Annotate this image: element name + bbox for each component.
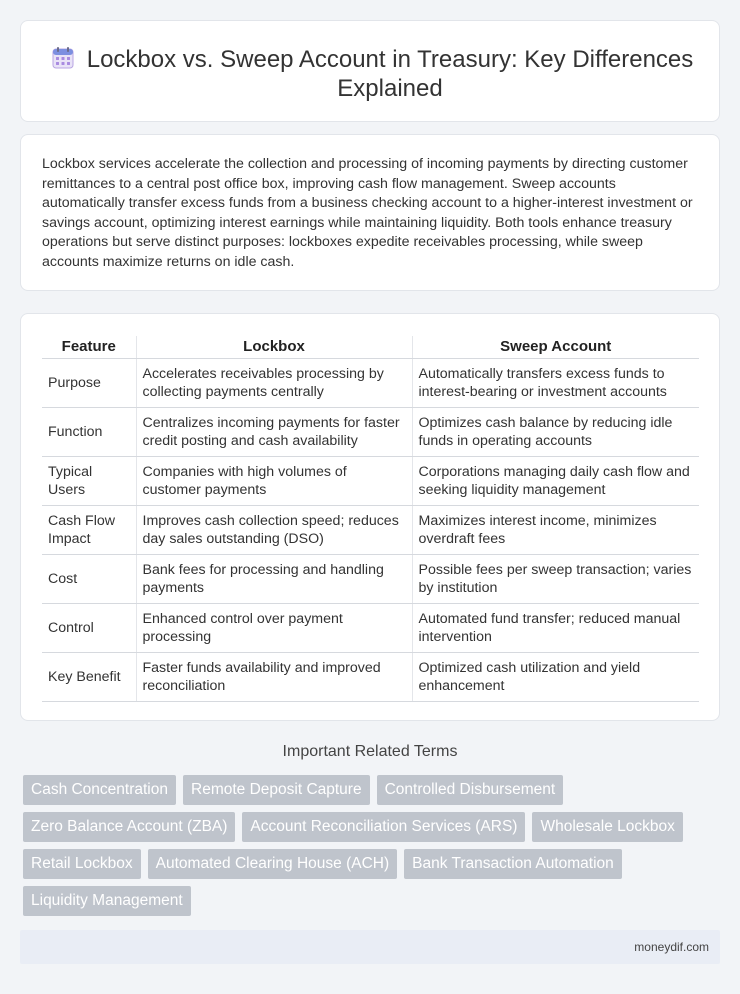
comparison-table-card: [20, 313, 720, 721]
table-row: [42, 603, 699, 652]
sweep-cell: Corporations managing daily cash flow and seeking liquidity management: [412, 456, 699, 505]
related-term-tag[interactable]: Wholesale Lockbox: [532, 812, 682, 842]
lockbox-cell: Centralizes incoming payments for faster credit posting and cash availability: [136, 407, 412, 456]
table-row: [42, 652, 699, 701]
related-terms-heading: Important Related Terms: [282, 743, 458, 760]
feature-cell: Key Benefit: [42, 652, 136, 701]
sweep-cell: Automated fund transfer; reduced manual intervention: [412, 603, 699, 652]
related-term-tag[interactable]: Controlled Disbursement: [377, 775, 564, 805]
related-term-tag[interactable]: Retail Lockbox: [23, 849, 141, 879]
feature-cell: Function: [42, 407, 136, 456]
related-term-tag[interactable]: Cash Concentration: [23, 775, 176, 805]
lockbox-cell: Improves cash collection speed; reduces day sales outstanding (DSO): [136, 505, 412, 554]
table-row: [42, 407, 699, 456]
related-term-tag[interactable]: Automated Clearing House (ACH): [148, 849, 397, 879]
related-term-tag[interactable]: Account Reconciliation Services (ARS): [242, 812, 525, 842]
header-feature: Feature: [42, 336, 136, 358]
sweep-cell: Optimized cash utilization and yield enhancement: [412, 652, 699, 701]
footer-bar: [20, 930, 720, 964]
page-title: Lockbox vs. Sweep Account in Treasury: Key Differences Explained: [86, 46, 694, 102]
comparison-table: [42, 336, 699, 702]
related-term-tag[interactable]: Zero Balance Account (ZBA): [23, 812, 235, 842]
related-terms-list: [23, 775, 703, 916]
related-term-tag[interactable]: Bank Transaction Automation: [404, 849, 622, 879]
title-card: [20, 20, 720, 122]
lockbox-cell: Accelerates receivables processing by collecting payments centrally: [136, 358, 412, 407]
lockbox-cell: Enhanced control over payment processing: [136, 603, 412, 652]
header-lockbox: Lockbox: [136, 336, 412, 358]
table-header-row: [42, 336, 699, 358]
table-row: [42, 358, 699, 407]
feature-cell: Typical Users: [42, 456, 136, 505]
footer-site-link[interactable]: moneydif.com: [634, 940, 709, 954]
table-row: [42, 456, 699, 505]
lockbox-cell: Bank fees for processing and handling payments: [136, 554, 412, 603]
sweep-cell: Automatically transfers excess funds to interest-bearing or investment accounts: [412, 358, 699, 407]
lockbox-cell: Faster funds availability and improved reconciliation: [136, 652, 412, 701]
header-sweep-account: Sweep Account: [412, 336, 699, 358]
related-term-tag[interactable]: Liquidity Management: [23, 886, 191, 916]
related-term-tag[interactable]: Remote Deposit Capture: [183, 775, 370, 805]
sweep-cell: Optimizes cash balance by reducing idle funds in operating accounts: [412, 407, 699, 456]
feature-cell: Cash Flow Impact: [42, 505, 136, 554]
table-row: [42, 505, 699, 554]
feature-cell: Purpose: [42, 358, 136, 407]
intro-paragraph: Lockbox services accelerate the collection and processing of incoming payments by directing customer remittances to a central post office box, improving cash flow management. Sweep accounts automatically transfer excess funds from a business checking account to a higher-interest investment or savings account, optimizing interest earnings while maintaining liquidity. Both tools enhance treasury operations but serve distinct purposes: lockboxes expedite receivables processing, while sweep accounts maximize returns on idle cash.: [42, 156, 693, 270]
feature-cell: Cost: [42, 554, 136, 603]
table-row: [42, 554, 699, 603]
sweep-cell: Maximizes interest income, minimizes overdraft fees: [412, 505, 699, 554]
sweep-cell: Possible fees per sweep transaction; varies by institution: [412, 554, 699, 603]
lockbox-cell: Companies with high volumes of customer payments: [136, 456, 412, 505]
feature-cell: Control: [42, 603, 136, 652]
intro-card: [20, 134, 720, 291]
